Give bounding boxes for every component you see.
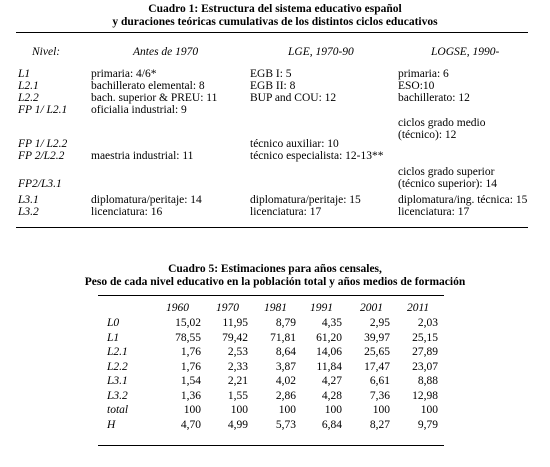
value-cell: 8,88 (417, 375, 438, 387)
table1-header-antes: Antes de 1970 (133, 46, 199, 58)
value-cell: 4,28 (321, 389, 342, 402)
value-cell: 2,33 (227, 360, 248, 373)
value-cell: 6,61 (369, 375, 390, 387)
value-cell: 1,76 (180, 360, 201, 373)
value-cell: 100 (420, 404, 438, 416)
table-row (100, 346, 440, 358)
year-header: 1981 (264, 302, 287, 314)
value-cell: 2,95 (369, 317, 390, 329)
row-label: L2.2 (107, 360, 128, 373)
table-row (100, 390, 440, 402)
value-cell: 5,73 (275, 418, 296, 431)
table-row (18, 206, 538, 218)
table5-top-rule (98, 295, 444, 296)
table-row (100, 361, 440, 373)
value-cell: 4,35 (321, 317, 342, 329)
table5-header-row (100, 302, 440, 314)
logse-cell-line2: (técnico): 12 (398, 129, 457, 141)
table1-top-rule (16, 32, 528, 33)
year-header: 1970 (216, 302, 239, 314)
antes-cell: bach. superior & PREU: 11 (91, 92, 218, 104)
logse-cell-line2: (técnico superior): 14 (398, 178, 497, 190)
value-cell: 78,55 (175, 331, 201, 344)
value-cell: 14,06 (316, 346, 342, 358)
logse-cell: ciclos grado medio (398, 117, 486, 129)
value-cell: 39,97 (364, 331, 390, 344)
table-row (100, 317, 440, 329)
year-header: 1991 (310, 302, 333, 314)
table-row (18, 150, 538, 162)
row-label: H (107, 418, 116, 431)
value-cell: 3,87 (275, 360, 296, 373)
level-cell: FP 1/ L2.2 (18, 138, 68, 150)
value-cell: 61,20 (316, 331, 342, 344)
table-row (18, 104, 538, 116)
value-cell: 1,76 (180, 346, 201, 358)
year-header: 2001 (360, 302, 383, 314)
year-header: 2011 (407, 302, 430, 314)
table-row (18, 68, 538, 80)
value-cell: 2,03 (417, 317, 438, 329)
value-cell: 4,99 (227, 418, 248, 431)
antes-cell: primaria: 4/6* (91, 68, 157, 80)
level-cell: FP 2/L2.2 (18, 150, 65, 162)
table1-header-row (18, 46, 538, 58)
table-row (100, 332, 440, 344)
lge-cell: EGB I: 5 (250, 68, 292, 80)
value-cell: 1,54 (180, 375, 201, 387)
value-cell: 17,47 (364, 360, 390, 373)
value-cell: 1,55 (227, 389, 248, 402)
value-cell: 2,21 (227, 375, 248, 387)
lge-cell: EGB II: 8 (250, 80, 296, 92)
level-cell: L3.2 (18, 206, 39, 218)
value-cell: 4,70 (180, 418, 201, 431)
value-cell: 9,79 (417, 418, 438, 431)
year-header: 1960 (166, 302, 189, 314)
lge-cell: técnico auxiliar: 10 (250, 138, 339, 150)
value-cell: 27,89 (412, 346, 438, 358)
value-cell: 1,36 (180, 389, 201, 402)
row-label: L2.1 (107, 346, 128, 358)
value-cell: 100 (372, 404, 390, 416)
value-cell: 2,53 (227, 346, 248, 358)
lge-cell: técnico especialista: 12-13** (250, 150, 384, 162)
value-cell: 100 (278, 404, 296, 416)
value-cell: 12,98 (412, 389, 438, 402)
value-cell: 25,65 (364, 346, 390, 358)
table-row (18, 166, 538, 190)
antes-cell: diplomatura/peritaje: 14 (91, 194, 202, 206)
table1-header-logse: LOGSE, 1990- (431, 46, 500, 58)
value-cell: 71,81 (270, 331, 296, 344)
logse-cell: ciclos grado superior (398, 166, 495, 178)
level-cell: FP2/L3.1 (18, 178, 62, 190)
antes-cell: maestria industrial: 11 (91, 150, 194, 162)
value-cell: 100 (183, 404, 201, 416)
value-cell: 23,07 (412, 360, 438, 373)
value-cell: 7,36 (369, 389, 390, 402)
value-cell: 2,86 (275, 389, 296, 402)
table1-caption-line2: y duraciones teóricas cumulativas de los distintos ciclos educativos (112, 16, 438, 28)
value-cell: 100 (324, 404, 342, 416)
value-cell: 8,64 (275, 346, 296, 358)
level-cell: FP 1/ L2.1 (18, 104, 68, 116)
lge-cell: diplomatura/peritaje: 15 (250, 194, 361, 206)
table1-header-lge: LGE, 1970-90 (288, 46, 354, 58)
table1-header-level: Nivel: (32, 46, 61, 58)
level-cell: L2.2 (18, 92, 39, 104)
logse-cell: diplomatura/ing. técnica: 15 (398, 194, 528, 206)
value-cell: 8,79 (275, 317, 296, 329)
row-label: L0 (107, 317, 120, 329)
level-cell: L3.1 (18, 194, 39, 206)
value-cell: 8,27 (369, 418, 390, 431)
value-cell: 15,02 (175, 317, 201, 329)
level-cell: L1 (18, 68, 31, 80)
row-label: total (107, 404, 129, 416)
table-row (18, 80, 538, 92)
row-label: L1 (107, 331, 120, 344)
value-cell: 100 (230, 404, 248, 416)
lge-cell: BUP and COU: 12 (250, 92, 337, 104)
antes-cell: oficialia industrial: 9 (91, 104, 187, 116)
logse-cell: primaria: 6 (398, 68, 449, 80)
value-cell: 11,84 (316, 360, 342, 373)
row-label: L3.2 (107, 389, 128, 402)
table5-caption-line2: Peso de cada nivel educativo en la población total y años medios de formación (84, 276, 466, 288)
table-row (100, 375, 440, 387)
table-row (18, 92, 538, 104)
value-cell: 6,84 (321, 418, 342, 431)
table-row (18, 194, 538, 206)
lge-cell: licenciatura: 17 (250, 206, 322, 218)
logse-cell: ESO:10 (398, 80, 435, 92)
antes-cell: licenciatura: 16 (91, 206, 163, 218)
table5-caption-line1: Cuadro 5: Estimaciones para años censales, (168, 263, 382, 275)
logse-cell: bachillerato: 12 (398, 92, 470, 104)
antes-cell: bachillerato elemental: 8 (91, 80, 205, 92)
value-cell: 4,27 (321, 375, 342, 387)
value-cell: 11,95 (222, 317, 248, 329)
logse-cell: licenciatura: 17 (398, 206, 470, 218)
value-cell: 4,02 (275, 375, 296, 387)
table-row (18, 117, 538, 150)
table5-bottom-rule (98, 445, 444, 446)
table1-bottom-rule (16, 227, 528, 228)
level-cell: L2.1 (18, 80, 39, 92)
value-cell: 79,42 (222, 331, 248, 344)
value-cell: 25,15 (412, 331, 438, 344)
row-label: L3.1 (107, 375, 128, 387)
table-row (100, 419, 440, 431)
table-row (100, 404, 440, 416)
table1-caption-line1: Cuadro 1: Estructura del sistema educativo español (148, 3, 402, 15)
